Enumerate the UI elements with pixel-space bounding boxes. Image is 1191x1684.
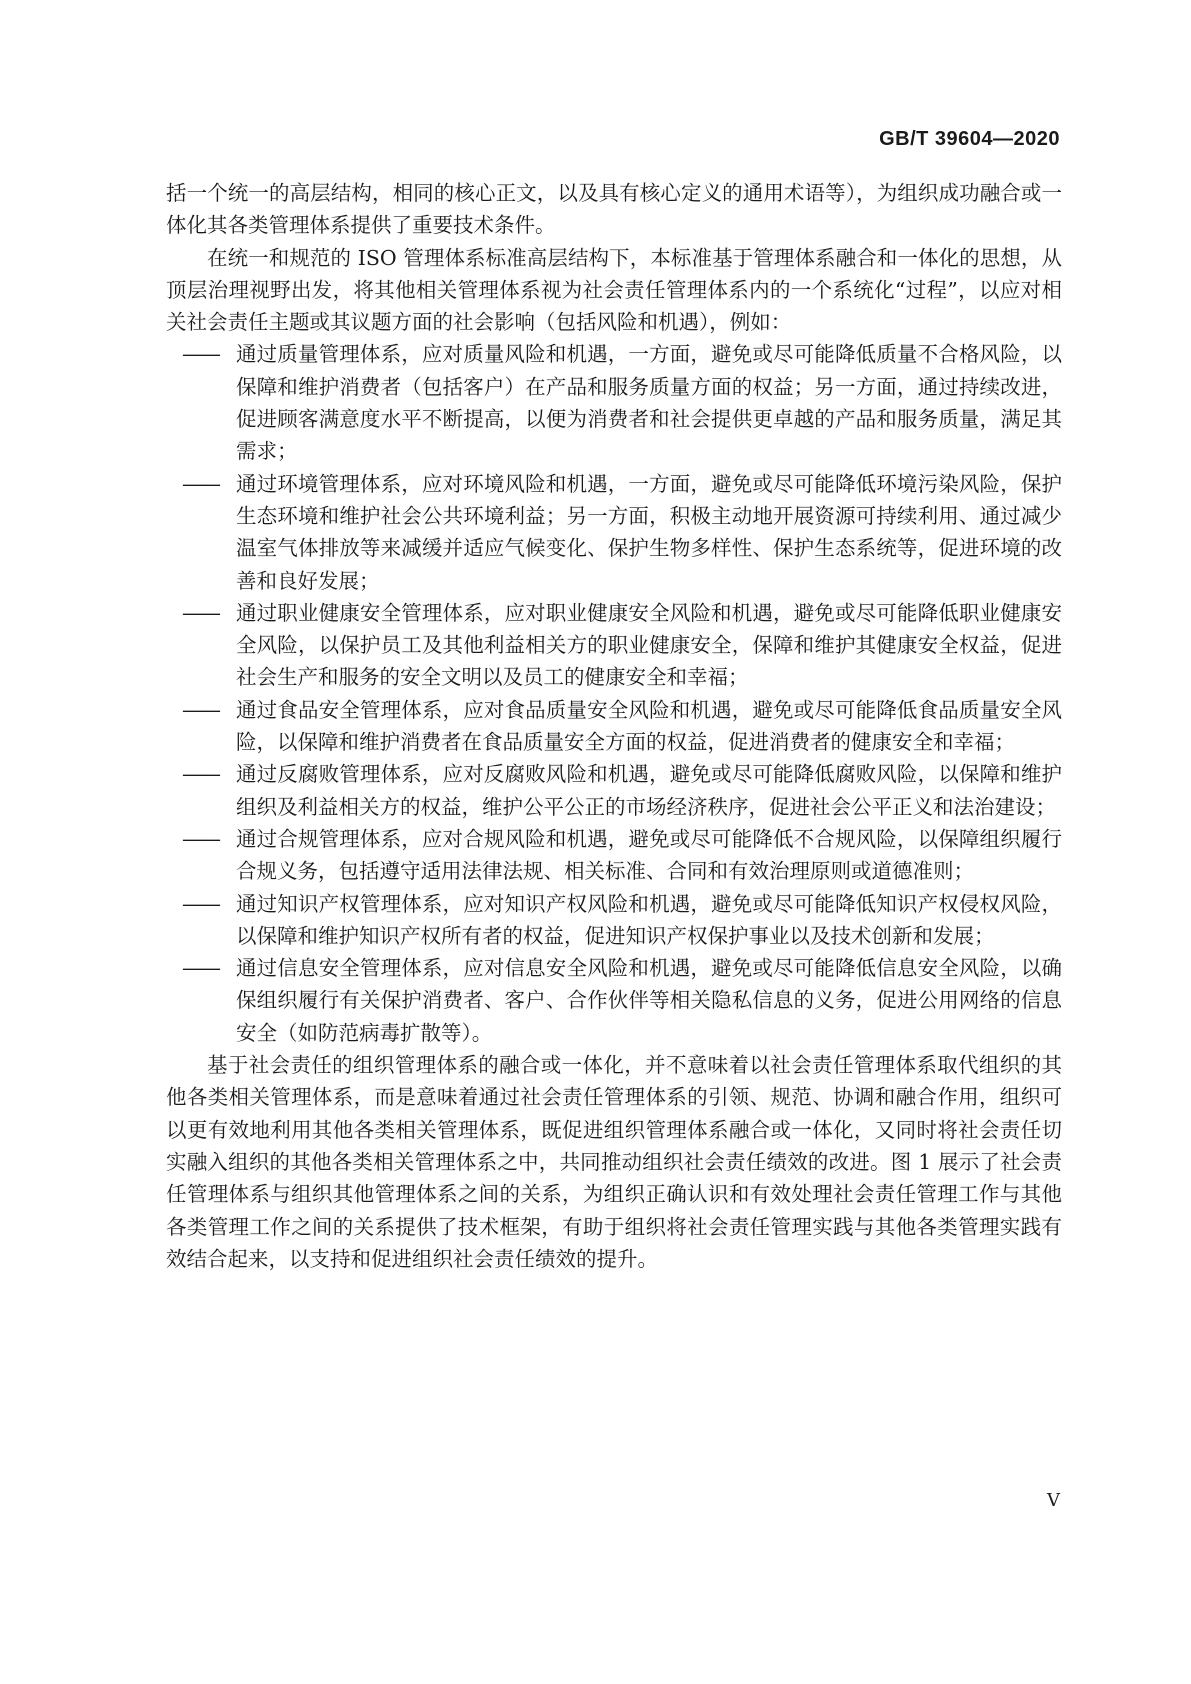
list-item: [182, 338, 1062, 467]
document-body: [166, 177, 1062, 1275]
dash-marker: ——: [182, 956, 219, 981]
dash-marker: ——: [182, 471, 219, 496]
list-item-text: 通过信息安全管理体系，应对信息安全风险和机遇，避免或尽可能降低信息安全风险，以确保组织履行有关保护消费者、客户、合作伙伴等相关隐私信息的义务，促进公用网络的信息安全（如防范病毒扩散等）。: [236, 956, 1062, 1045]
list-item: [182, 758, 1062, 823]
list-item: [182, 468, 1062, 597]
dash-list: [166, 338, 1062, 1049]
list-item-text: 通过知识产权管理体系，应对知识产权风险和机遇，避免或尽可能降低知识产权侵权风险，以保障和维护知识产权所有者的权益，促进知识产权保护事业以及技术创新和发展；: [236, 891, 1062, 948]
list-item: [182, 888, 1062, 953]
list-item-text: 通过质量管理体系，应对质量风险和机遇，一方面，避免或尽可能降低质量不合格风险，以保障和维护消费者（包括客户）在产品和服务质量方面的权益；另一方面，通过持续改进，促进顾客满意度水平不断提高，以便为消费者和社会提供更卓越的产品和服务质量，满足其需求；: [236, 342, 1062, 464]
list-item-text: 通过合规管理体系，应对合规风险和机遇，避免或尽可能降低不合规风险，以保障组织履行合规义务，包括遵守适用法律法规、相关标准、合同和有效治理原则或道德准则；: [236, 826, 1062, 884]
list-item: [182, 597, 1062, 694]
page-number: V: [1047, 1490, 1060, 1511]
list-item-text: 通过环境管理体系，应对环境风险和机遇，一方面，避免或尽可能降低环境污染风险，保护生态环境和维护社会公共环境利益；另一方面，积极主动地开展资源可持续利用、通过减少温室气体排放等来减缓并适应气候变化、保护生物多样性、保护生态系统等，促进环境的改善和良好发展；: [236, 471, 1062, 593]
dash-marker: ——: [182, 826, 219, 851]
dash-marker: ——: [182, 762, 219, 787]
standard-code: GB/T 39604—2020: [879, 128, 1060, 150]
paragraph-conclusion: 基于社会责任的组织管理体系的融合或一体化，并不意味着以社会责任管理体系取代组织的其他各类相关管理体系，而是意味着通过社会责任管理体系的引领、规范、协调和融合作用，组织可以更有效地利用其他各类相关管理体系，既促进组织管理体系融合或一体化，又同时将社会责任切实融入组织的其他各类相关管理体系之中，共同推动组织社会责任绩效的改进。图 1 展示了社会责任管理体系与组织其他管理体系之间的关系，为组织正确认识和有效处理社会责任管理工作与其他各类管理工作之间的关系提供了技术框架，有助于组织将社会责任管理实践与其他各类管理实践有效结合起来，以支持和促进组织社会责任绩效的提升。: [166, 1053, 1062, 1271]
dash-marker: ——: [182, 891, 219, 916]
dash-marker: ——: [182, 697, 219, 722]
list-item: [182, 823, 1062, 888]
paragraph-continued: 括一个统一的高层结构，相同的核心正文，以及具有核心定义的通用术语等），为组织成功融合或一体化其各类管理体系提供了重要技术条件。: [166, 181, 1062, 238]
paragraph-intro: 在统一和规范的 ISO 管理体系标准高层结构下，本标准基于管理体系融合和一体化的思想，从顶层治理视野出发，将其他相关管理体系视为社会责任管理体系内的一个系统化“过程”，以应对相关社会责任主题或其议题方面的社会影响（包括风险和机遇），例如：: [166, 245, 1062, 335]
list-item-text: 通过食品安全管理体系，应对食品质量安全风险和机遇，避免或尽可能降低食品质量安全风险，以保障和维护消费者在食品质量安全方面的权益，促进消费者的健康安全和幸福；: [236, 697, 1062, 755]
list-item: [182, 952, 1062, 1049]
list-item-text: 通过职业健康安全管理体系，应对职业健康安全风险和机遇，避免或尽可能降低职业健康安全风险，以保护员工及其他利益相关方的职业健康安全，保障和维护其健康安全权益，促进社会生产和服务的安全文明以及员工的健康安全和幸福；: [236, 600, 1062, 690]
list-item-text: 通过反腐败管理体系，应对反腐败风险和机遇，避免或尽可能降低腐败风险，以保障和维护组织及利益相关方的权益，维护公平公正的市场经济秩序，促进社会公平正义和法治建设；: [236, 762, 1062, 819]
list-item: [182, 694, 1062, 759]
dash-marker: ——: [182, 600, 219, 625]
dash-marker: ——: [182, 342, 219, 367]
